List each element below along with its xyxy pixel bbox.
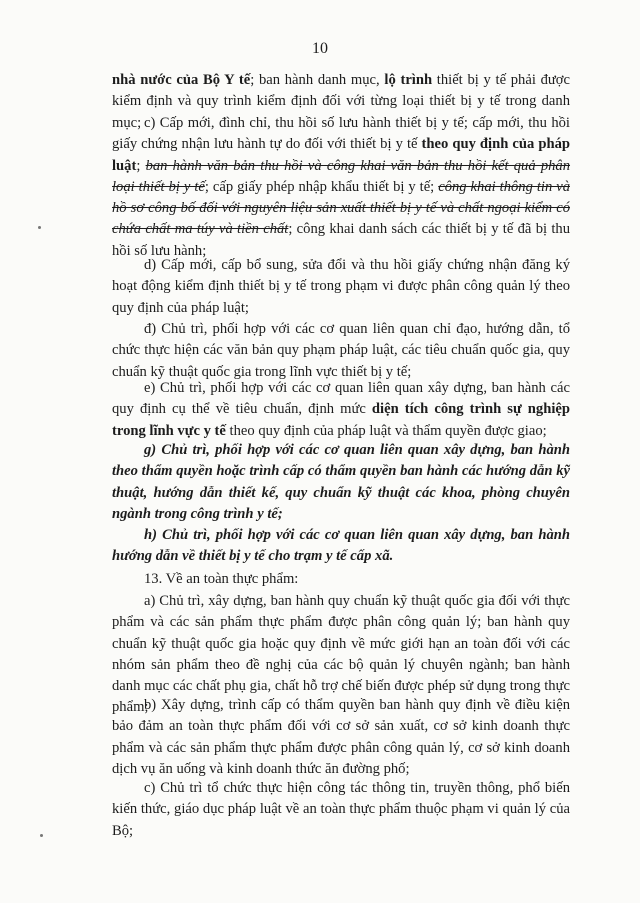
- emphasized-text: h) Chủ trì, phối hợp với các cơ quan liên quan xây dựng, ban hành hướng dẫn về thiết bị y tế cho trạm y tế cấp xã.: [112, 527, 570, 565]
- body-text: 13. Về an toàn thực phẩm:: [144, 571, 299, 587]
- body-text: e) Chủ trì, phối hợp với các cơ quan liên quan xây dựng, ban hành các quy định cụ thể về tiêu chuẩn, định mức: [112, 380, 570, 418]
- body-text: ; công khai danh sách các thiết bị y tế đã bị thu hồi số lưu hành;: [112, 221, 570, 259]
- body-text: thiết bị y tế phải được kiểm định và quy trình kiểm định đối với từng loại thiết bị y tế trong danh mục;: [112, 72, 570, 131]
- emphasized-text: g) Chủ trì, phối hợp với các cơ quan liên quan xây dựng, ban hành theo thẩm quyền hoặc trình cấp có thẩm quyền ban hành các hướng dẫn kỹ thuật, hướng dẫn thiết kế, quy chuẩn kỹ thuật các khoa, phòng chuyên ngành trong công trình y tế;: [112, 442, 570, 522]
- paragraph-p11: [112, 778, 570, 842]
- paragraph-p2: [112, 113, 570, 262]
- paragraph-p4: [112, 319, 570, 383]
- strikethrough-text: ban hành văn bản thu hồi và công khai văn bản thu hồi kết quả phân loại thiết bị y tế: [112, 157, 571, 195]
- strikethrough-text: công khai thông tin và hồ sơ công bố đối với nguyên liệu sản xuất thiết bị y tế và chất ngoại kiểm có chứa chất ma túy và tiền chất: [112, 178, 570, 238]
- body-text: ; cấp giấy phép nhập khẩu thiết bị y tế;: [204, 178, 439, 195]
- scan-speck: [40, 834, 43, 837]
- emphasized-text: theo quy định của pháp luật: [112, 136, 570, 174]
- body-text: d) Cấp mới, cấp bổ sung, sửa đổi và thu hồi giấy chứng nhận đăng ký hoạt động kiểm định thiết bị y tế trong phạm vi được phân công quản lý theo quy định của pháp luật;: [112, 257, 570, 316]
- paragraph-p7: [112, 525, 570, 568]
- scan-speck: [38, 226, 41, 229]
- body-text: c) Cấp mới, đình chỉ, thu hồi số lưu hành thiết bị y tế; cấp mới, thu hồi giấy chứng nhận lưu hành tự do đối với thiết bị y tế: [112, 115, 570, 153]
- paragraph-p8: [112, 569, 570, 590]
- paragraph-p5: [112, 378, 570, 442]
- body-text: theo quy định của pháp luật và thẩm quyền được giao;: [225, 422, 547, 439]
- body-text: c) Chủ trì tổ chức thực hiện công tác thông tin, truyền thông, phổ biến kiến thức, giáo dục pháp luật về an toàn thực phẩm thuộc phạm vi quản lý của Bộ;: [112, 780, 570, 839]
- emphasized-text: nhà nước của Bộ Y tế: [112, 72, 251, 88]
- paragraph-p3: [112, 255, 570, 319]
- paragraph-p6: [112, 440, 570, 525]
- body-text: ;: [136, 157, 146, 174]
- body-text: b) Xây dựng, trình cấp có thẩm quyền ban hành quy định về điều kiện bảo đảm an toàn thực phẩm đối với cơ sở sản xuất, cơ sở kinh doanh thực phẩm và các sản phẩm thực phẩm được phân công quản lý, cơ sở kinh doanh dịch vụ ăn uống và kinh doanh thức ăn đường phố;: [112, 697, 570, 777]
- emphasized-text: lộ trình: [384, 72, 433, 88]
- paragraph-p10: [112, 695, 570, 780]
- body-text: đ) Chủ trì, phối hợp với các cơ quan liên quan chỉ đạo, hướng dẫn, tổ chức thực hiện các văn bản quy phạm pháp luật, các tiêu chuẩn quốc gia, quy chuẩn kỹ thuật quốc gia trong lĩnh vực thiết bị y tế;: [112, 321, 570, 380]
- page-number: 10: [312, 40, 328, 57]
- emphasized-text: diện tích công trình sự nghiệp trong lĩnh vực y tế: [112, 401, 570, 439]
- body-text: a) Chủ trì, xây dựng, ban hành quy chuẩn kỹ thuật quốc gia đối với thực phẩm và các sản phẩm thực phẩm được phân công quản lý; ban hành quy chuẩn kỹ thuật quốc gia hoặc quy định về mức giới hạn an toàn đối với các nhóm sản phẩm theo đề nghị của các bộ quản lý chuyên ngành; ban hành danh mục các chất phụ gia, chất hỗ trợ chế biến được phép sử dụng trong thực phẩm;: [112, 593, 570, 716]
- body-text: ; ban hành danh mục,: [250, 72, 385, 88]
